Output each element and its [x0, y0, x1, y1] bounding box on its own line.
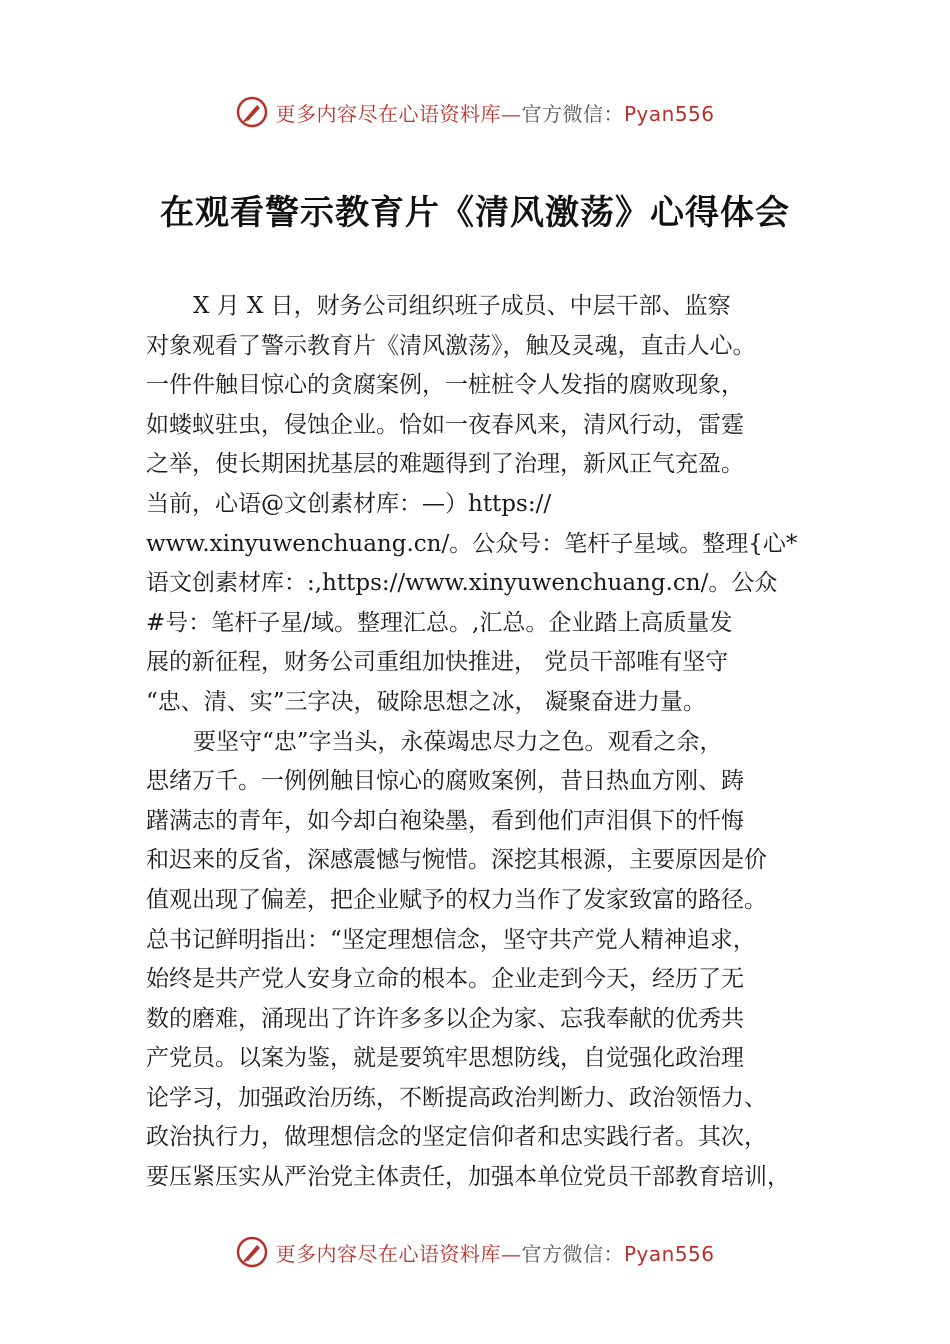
text-line: 论学习，加强政治历练，不断提高政治判断力、政治领悟力、: [146, 1084, 767, 1111]
logo-icon: [235, 1235, 269, 1269]
text-line: 一件件触目惊心的贪腐案例，一桩桩令人发指的腐败现象，: [146, 372, 744, 399]
text-line: 始终是共产党人安身立命的根本。企业走到今天，经历了无: [146, 966, 744, 993]
text-line: 产党员。以案为鉴，就是要筑牢思想防线，自觉强化政治理: [146, 1045, 744, 1072]
banner-wechat-label: 官方微信：: [521, 1241, 624, 1266]
banner-wechat-id: Pyan556: [623, 101, 715, 126]
banner-site-text: 更多内容尽在心语资料库: [275, 101, 501, 126]
text-line: 政治执行力，做理想信念的坚定信仰者和忠实践行者。其次，: [146, 1124, 767, 1151]
text-line: www.xinyuwenchuang.cn/。公众号：笔杆子星域。整理{心*: [146, 530, 798, 557]
text-line: X 月 X 日，财务公司组织班子成员、中层干部、监察: [193, 293, 731, 319]
text-line: #号：笔杆子星/域。整理汇总。,汇总。企业踏上高质量发: [146, 609, 733, 636]
text-line: 当前，心语@文创素材库：—）https://: [146, 490, 552, 517]
logo-icon: [235, 95, 269, 129]
text-line: 如蝼蚁驻虫，侵蚀企业。恰如一夜春风来，清风行动，雷霆: [146, 411, 744, 438]
text-line: 要坚守“忠”字当头，永葆竭忠尽力之色。观看之余，: [193, 728, 723, 755]
text-line: 展的新征程，财务公司重组加快推进， 党员干部唯有坚守: [146, 649, 729, 676]
watermark-banner-top: [0, 92, 950, 132]
banner-dash: —: [500, 101, 522, 126]
text-line: 和迟来的反省，深感震憾与惋惜。深挖其根源，主要原因是价: [146, 847, 767, 874]
text-line: 语文创素材库：:,https://www.xinyuwenchuang.cn/。公众: [146, 570, 778, 597]
watermark-banner-bottom: [0, 1232, 950, 1272]
text-line: 思绪万千。一例例触目惊心的腐败案例，昔日热血方刚、踌: [146, 768, 744, 795]
text-line: 对象观看了警示教育片《清风激荡》，触及灵魂，直击人心。: [146, 332, 756, 359]
banner-dash: —: [500, 1241, 522, 1266]
text-line: 值观出现了偏差，把企业赋予的权力当作了发家致富的路径。: [146, 886, 767, 913]
banner-wechat-label: 官方微信：: [521, 101, 624, 126]
text-line: 要压紧压实从严治党主体责任，加强本单位党员干部教育培训，: [146, 1164, 790, 1191]
watermark-text: [275, 98, 714, 127]
banner-site-text: 更多内容尽在心语资料库: [275, 1241, 501, 1266]
text-line: 总书记鲜明指出：“坚定理想信念，坚守共产党人精神追求，: [146, 926, 756, 953]
document-body: [146, 287, 836, 1198]
banner-wechat-id: Pyan556: [623, 1241, 715, 1266]
text-line: 数的磨难，涌现出了许许多多以企为家、忘我奉献的优秀共: [146, 1005, 744, 1032]
document-title: 在观看警示教育片《清风激荡》心得体会: [160, 193, 790, 233]
text-line: 躇满志的青年，如今却白袍染墨，看到他们声泪俱下的忏悔: [146, 807, 744, 834]
text-line: 之举，使长期困扰基层的难题得到了治理，新风正气充盈。: [146, 451, 744, 478]
text-line: “忠、清、实”三字决，破除思想之冰， 凝聚奋进力量。: [146, 688, 706, 715]
watermark-text: [275, 1238, 714, 1267]
